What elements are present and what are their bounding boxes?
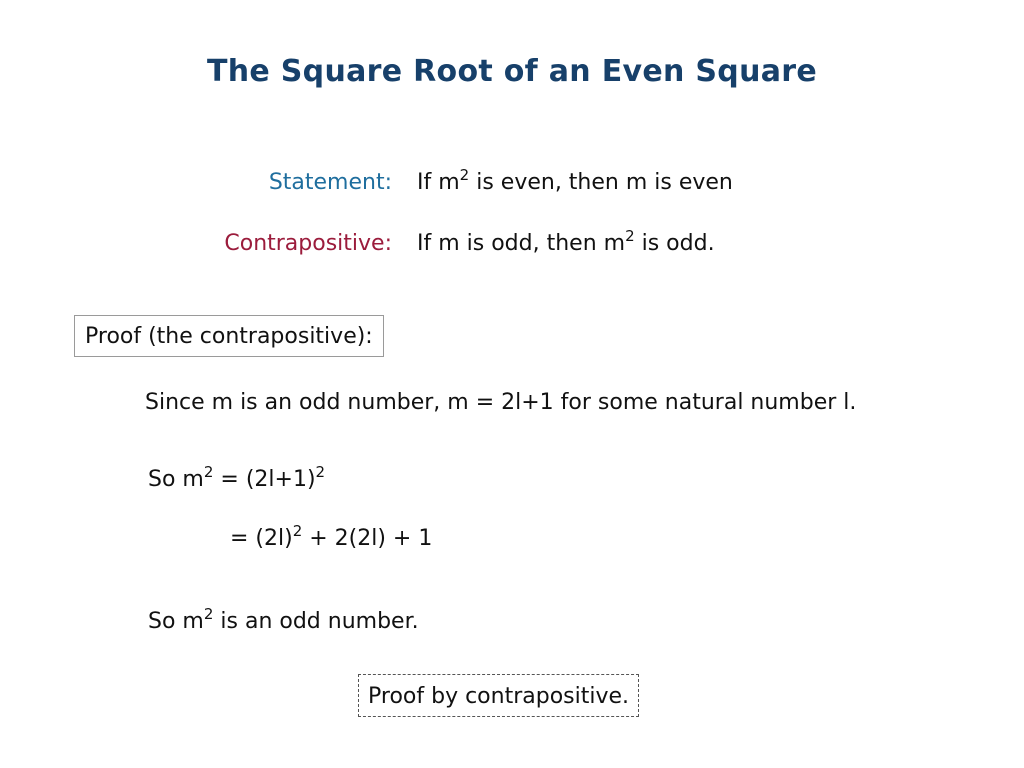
eq1-exponent-2: 2 — [315, 462, 326, 481]
statement-text-post: is even, then m is even — [469, 170, 733, 195]
slide-title: The Square Root of an Even Square — [206, 54, 818, 89]
qed-box: Proof by contrapositive. — [358, 674, 639, 717]
proof-conclusion-line — [148, 604, 419, 637]
conclusion-part-a: So m — [148, 609, 204, 634]
eq1-rhs: = (2l+1) — [213, 467, 316, 492]
statement-text-pre: If m — [417, 170, 460, 195]
statement-text — [417, 165, 733, 198]
statement-label: Statement: — [268, 170, 392, 195]
eq1-exponent-1: 2 — [203, 462, 214, 481]
contrapositive-exponent: 2 — [625, 226, 635, 245]
conclusion-part-b: is an odd number. — [213, 609, 419, 634]
proof-heading-box: Proof (the contrapositive): — [74, 315, 384, 357]
proof-since-line: Since m is an odd number, m = 2l+1 for some natural number l. — [145, 390, 857, 415]
statement-exponent: 2 — [459, 165, 470, 184]
conclusion-exponent: 2 — [203, 604, 214, 623]
eq1-lhs: So m — [148, 467, 204, 492]
contrapositive-text-pre: If m is odd, then m — [417, 231, 626, 256]
eq2-exponent: 2 — [292, 521, 303, 540]
eq2-part-a: = (2l) — [230, 526, 293, 551]
contrapositive-label: Contrapositive: — [224, 231, 392, 256]
eq2-part-b: + 2(2l) + 1 — [302, 526, 433, 551]
contrapositive-text-post: is odd. — [634, 231, 715, 256]
contrapositive-text — [417, 226, 715, 259]
proof-equation-line-2 — [230, 521, 433, 554]
proof-equation-line-1 — [148, 462, 326, 495]
